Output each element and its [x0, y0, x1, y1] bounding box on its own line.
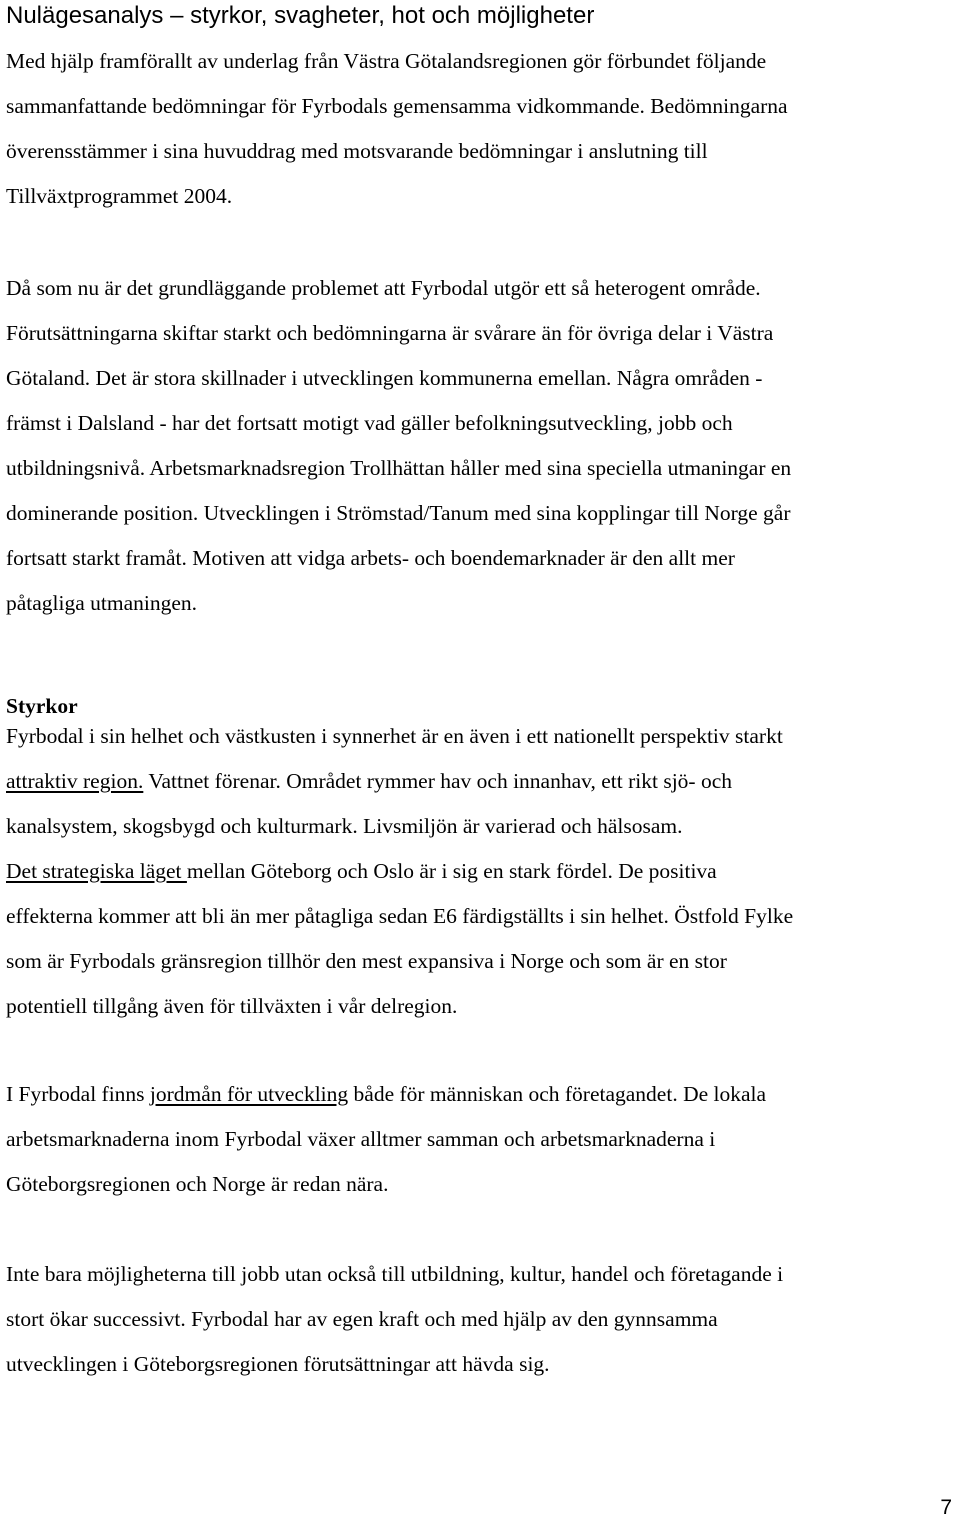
strategiska-laget-underlined: Det strategiska läget — [6, 859, 187, 883]
development-line — [6, 1072, 956, 1117]
intro-line: Med hjälp framförallt av underlag från Västra Götalandsregionen gör förbundet följande — [6, 49, 767, 73]
strengths-line: Fyrbodal i sin helhet och västkusten i synnerhet är en även i ett nationellt perspektiv starkt — [6, 724, 783, 748]
development-line-before: I Fyrbodal finns — [6, 1082, 150, 1106]
intro-line: överensstämmer i sina huvuddrag med motsvarande bedömningar i anslutning till — [6, 139, 708, 163]
strengths-line: potentiell tillgång även för tillväxten i vår delregion. — [6, 994, 458, 1018]
opportunities-line: Inte bara möjligheterna till jobb utan också till utbildning, kultur, handel och företagande i — [6, 1262, 784, 1286]
development-line: arbetsmarknaderna inom Fyrbodal växer alltmer samman och arbetsmarknaderna i — [6, 1127, 716, 1151]
analysis-line: Götaland. Det är stora skillnader i utvecklingen kommunerna emellan. Några områden - — [6, 366, 763, 390]
strengths-line-rest: Vattnet förenar. Området rymmer hav och innanhav, ett rikt sjö- och — [143, 769, 733, 793]
analysis-line: fortsatt starkt framåt. Motiven att vidga arbets- och boendemarknader är den allt mer — [6, 546, 735, 570]
development-paragraph — [6, 1072, 956, 1207]
section-heading: Nulägesanalys – styrkor, svagheter, hot och möjligheter — [6, 2, 595, 29]
development-line-after: både för människan och företagandet. De lokala — [348, 1082, 767, 1106]
intro-line: Tillväxtprogrammet 2004. — [6, 184, 233, 208]
page-number: 7 — [940, 1496, 952, 1519]
strengths-title: Styrkor — [6, 694, 78, 718]
strengths-line: kanalsystem, skogsbygd och kulturmark. Livsmiljön är varierad och hälsosam. — [6, 814, 683, 838]
strengths-line: som är Fyrbodals gränsregion tillhör den mest expansiva i Norge och som är en stor — [6, 949, 727, 973]
analysis-line: Då som nu är det grundläggande problemet att Fyrbodal utgör ett så heterogent område. — [6, 276, 761, 300]
strengths-line — [6, 849, 956, 894]
strengths-line — [6, 759, 956, 804]
analysis-line: främst i Dalsland - har det fortsatt motigt vad gäller befolkningsutveckling, jobb och — [6, 411, 733, 435]
strengths-paragraph — [6, 714, 956, 1029]
opportunities-paragraph — [6, 1252, 956, 1387]
intro-paragraph — [6, 39, 956, 219]
analysis-paragraph — [6, 266, 956, 626]
analysis-line: Förutsättningarna skiftar starkt och bedömningarna är svårare än för övriga delar i Västra — [6, 321, 774, 345]
analysis-line: påtagliga utmaningen. — [6, 591, 198, 615]
strengths-line-rest: mellan Göteborg och Oslo är i sig en stark fördel. De positiva — [186, 859, 717, 883]
development-line: Göteborgsregionen och Norge är redan nära. — [6, 1172, 389, 1196]
strengths-line: effekterna kommer att bli än mer påtagliga sedan E6 färdigställts i sin helhet. Östfold Fylke — [6, 904, 794, 928]
intro-line: sammanfattande bedömningar för Fyrbodals gemensamma vidkommande. Bedömningarna — [6, 94, 788, 118]
analysis-line: dominerande position. Utvecklingen i Strömstad/Tanum med sina kopplingar till Norge går — [6, 501, 791, 525]
attraktiv-region-underlined: attraktiv region. — [6, 769, 144, 793]
analysis-line: utbildningsnivå. Arbetsmarknadsregion Trollhättan håller med sina speciella utmaningar en — [6, 456, 792, 480]
jordman-underlined: jordmån för utveckling — [149, 1082, 349, 1106]
opportunities-line: utvecklingen i Göteborgsregionen förutsättningar att hävda sig. — [6, 1352, 550, 1376]
opportunities-line: stort ökar successivt. Fyrbodal har av egen kraft och med hjälp av den gynnsamma — [6, 1307, 718, 1331]
